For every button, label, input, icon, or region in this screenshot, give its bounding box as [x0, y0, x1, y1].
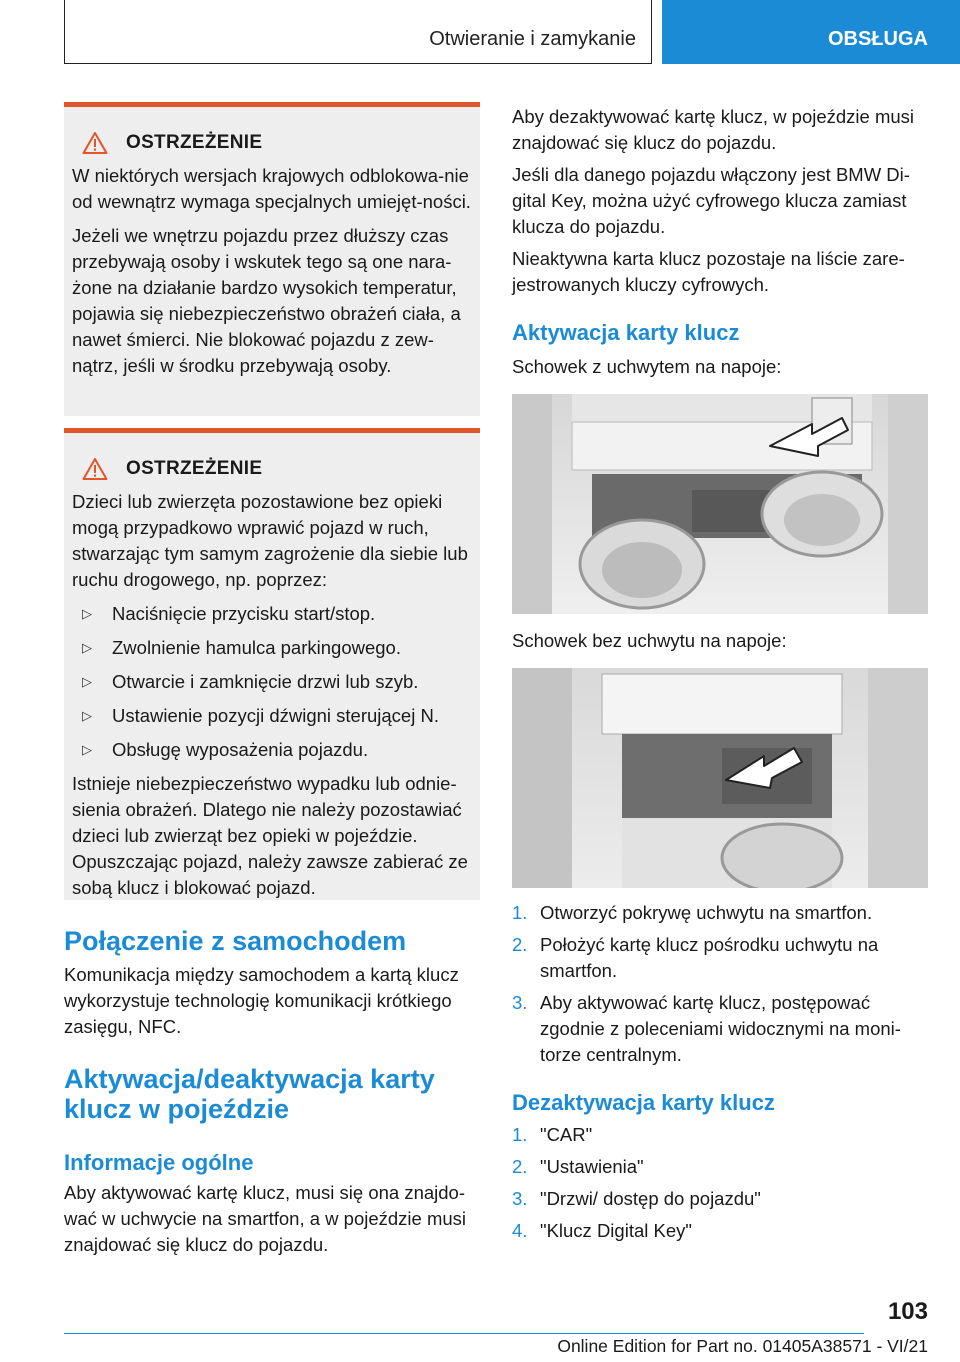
bullet-triangle-icon: ▷	[82, 742, 92, 757]
activation-steps-list	[512, 900, 928, 1074]
header-left-rule	[64, 0, 65, 64]
bullet-item: ▷ Obsługę wyposażenia pojazdu.	[72, 737, 474, 763]
list-item: 1. "CAR"	[512, 1124, 593, 1145]
warning-box-1	[64, 102, 480, 416]
section-tab[interactable]: OBSŁUGA	[662, 0, 960, 64]
bullet-triangle-icon: ▷	[82, 708, 92, 723]
footer-rule	[64, 1333, 864, 1334]
heading-card-activation: Aktywacja karty klucz	[512, 320, 740, 345]
bullet-triangle-icon: ▷	[82, 674, 92, 689]
bullet-item: ▷ Zwolnienie hamulca parkingowego.	[72, 635, 474, 661]
bullet-item: ▷ Naciśnięcie przycisku start/stop.	[72, 601, 474, 627]
bullet-item: ▷ Otwarcie i zamknięcie drzwi lub szyb.	[72, 669, 474, 695]
heading-card-deactivation: Dezaktywacja karty klucz	[512, 1090, 775, 1115]
heading-activation: Aktywacja/deaktywacja karty klucz w pojeździe	[64, 1064, 435, 1124]
warning-box-2	[64, 428, 480, 900]
right-paragraph-3: Nieaktywna karta klucz pozostaje na liście zare-jestrowanych kluczy cyfrowych.	[512, 248, 905, 295]
list-item: 4. "Klucz Digital Key"	[512, 1220, 692, 1241]
bullet-item: ▷ Ustawienie pozycji dźwigni sterującej N.	[72, 703, 474, 729]
bullet-triangle-icon: ▷	[82, 606, 92, 621]
warning-triangle-icon	[82, 457, 108, 481]
subheading-general-info: Informacje ogólne	[64, 1150, 254, 1175]
list-item: 2. Położyć kartę klucz pośrodku uchwytu na smartfon.	[512, 934, 879, 981]
activation-text: Aby aktywować kartę klucz, musi się ona znajdo-wać w uchwycie na smartfon, a w pojeździe musi znajdować się klucz do pojazdu.	[64, 1182, 467, 1255]
warning-title: OSTRZEŻENIE	[126, 458, 263, 479]
list-item: 3. Aby aktywować kartę klucz, postępować zgodnie z poleceniami widocznymi na moni-torze centralnym.	[512, 992, 901, 1065]
footer-edition: Online Edition for Part no. 01405A38571 - VI/21	[557, 1336, 928, 1356]
deactivation-steps-list	[512, 1122, 928, 1250]
list-item: 3. "Drzwi/ dostęp do pojazdu"	[512, 1188, 761, 1209]
warning-paragraph: W niektórych wersjach krajowych odblokowa-nie od wewnątrz wymaga specjalnych umiejęt-ności.	[72, 165, 471, 212]
caption-with-cupholder: Schowek z uchwytem na napoje:	[512, 356, 782, 377]
section-title: Otwieranie i zamykanie	[429, 28, 636, 50]
warning-intro: Dzieci lub zwierzęta pozostawione bez opieki mogą przypadkowo wprawić pojazd w ruch, stwarzając tym samym zagrożenie dla siebie lub ruchu drogowego, np. poprzez:	[72, 491, 468, 590]
bullet-triangle-icon: ▷	[82, 640, 92, 655]
header-bottom-rule	[64, 63, 652, 64]
right-paragraph-1: Aby dezaktywować kartę klucz, w pojeździe musi znajdować się klucz do pojazdu.	[512, 106, 915, 153]
heading-connection: Połączenie z samochodem	[64, 926, 407, 956]
right-paragraph-2: Jeśli dla danego pojazdu włączony jest BMW Di-gital Key, można użyć cyfrowego klucza zamiast klucza do pojazdu.	[512, 164, 910, 237]
photo-storage-without-cupholder	[512, 668, 928, 888]
header-divider	[651, 0, 652, 64]
caption-without-cupholder: Schowek bez uchwytu na napoje:	[512, 630, 787, 651]
warning-triangle-icon	[82, 131, 108, 155]
warning-outro: Istnieje niebezpieczeństwo wypadku lub odnie-sienia obrażeń. Dlatego nie należy pozostawiać dzieci lub zwierząt bez opieki w pojeździe. Opuszczając pojazd, należy zawsze zabierać ze sobą klucz i blokować pojazd.	[72, 773, 468, 898]
warning-title: OSTRZEŻENIE	[126, 132, 263, 153]
photo-storage-with-cupholder	[512, 394, 928, 614]
connection-text: Komunikacja między samochodem a kartą klucz wykorzystuje technologię komunikacji krótkiego zasięgu, NFC.	[64, 964, 459, 1037]
list-item: 1. Otworzyć pokrywę uchwytu na smartfon.	[512, 902, 873, 923]
page-number: 103	[887, 1298, 928, 1325]
warning-paragraph: Jeżeli we wnętrzu pojazdu przez dłuższy czas przebywają osoby i wskutek tego są one nara-żone na działanie bardzo wysokich temperatur, pojawia się niebezpieczeństwo obrażeń ciała, a nawet śmierci. Nie blokować pojazdu z zew-nątrz, jeśli w środku przebywają osoby.	[72, 225, 461, 376]
list-item: 2. "Ustawienia"	[512, 1156, 644, 1177]
